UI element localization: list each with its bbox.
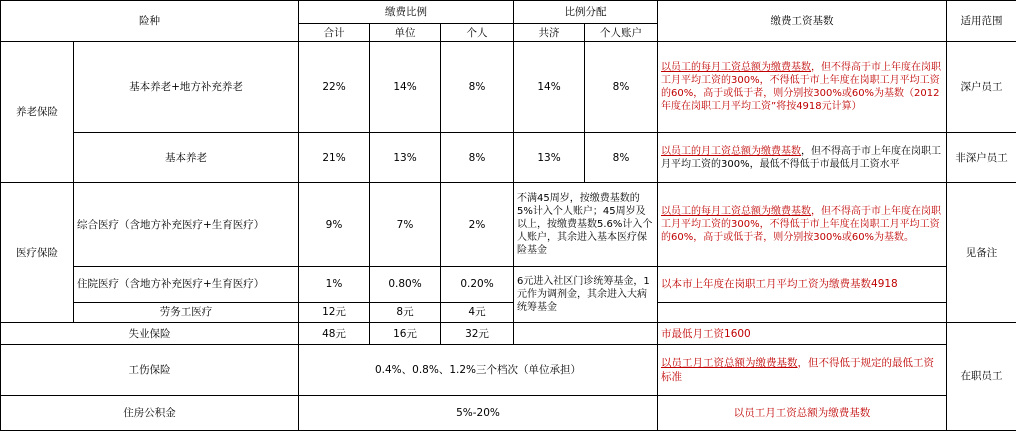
pension-basic-scope: 非深户员工 (947, 133, 1016, 183)
medical-comprehensive-base (658, 183, 947, 267)
header-ratio-allocation: 比例分配 (514, 1, 658, 24)
header-total: 合计 (299, 24, 370, 41)
base-highlight: 以员工的月工资总额为缴费基数 (661, 145, 802, 157)
base-highlight: 以员工的每月工资总额为缴费基数 (661, 206, 812, 218)
header-row-1 (1, 1, 1016, 24)
header-contribution-ratio: 缴费比例 (299, 1, 514, 24)
pension-basic-local-scope: 深户员工 (947, 41, 1016, 133)
pension-basic-pooled: 13% (514, 133, 585, 183)
medical-migrant-total: 12元 (299, 302, 370, 322)
unemployment-name: 失业保险 (1, 322, 299, 344)
unemployment-allocation (514, 322, 658, 344)
injury-base (658, 345, 947, 396)
medical-comprehensive-allocation: 不满45周岁，按缴费基数的5%计入个人账户；45周岁及以上，按缴费基数5.6%计入个人账户，其余进入基本医疗保险基金 (514, 183, 658, 267)
pension-basic-employer: 13% (370, 133, 441, 183)
header-scope: 适用范围 (947, 1, 1016, 42)
medical-comprehensive-personal: 2% (441, 183, 514, 267)
header-contribution-base: 缴费工资基数 (658, 1, 947, 42)
table-row (1, 41, 1016, 133)
unemployment-total: 48元 (299, 322, 370, 344)
base-text: ，但不得低于规定的最低工资标准 (661, 357, 935, 384)
unemployment-personal: 32元 (441, 322, 514, 344)
medical-inpatient-base: 以本市上年度在岗职工月平均工资为缴费基数4918 (658, 266, 947, 302)
pension-basic-personal: 8% (441, 133, 514, 183)
medical-label: 医疗保险 (1, 183, 74, 323)
unemployment-employer: 16元 (370, 322, 441, 344)
unemployment-base: 市最低月工资1600 (658, 322, 947, 344)
pension-label: 养老保险 (1, 41, 74, 183)
table-row (1, 266, 1016, 302)
header-insurance-type: 险种 (1, 1, 299, 42)
base-text: ，但不得高于市上年度在岗职工月平均工资的300%，最低不得低于市最低月工资水平 (661, 145, 942, 170)
medical-inpatient-name: 住院医疗（含地方补充医疗+生育医疗） (74, 266, 299, 302)
medical-migrant-name: 劳务工医疗 (74, 302, 299, 322)
base-text: ，但不得高于市上年度在岗职工月平均工资的300%，不得低于市上年度在岗职工月平均工资的60%，高于或低于者，则分别按300%或60%为基数。 (661, 206, 942, 244)
pension-basic-base (658, 133, 947, 183)
medical-migrant-base (658, 302, 947, 322)
base-highlight: 以员工的每月工资总额为缴费基数 (661, 62, 812, 74)
pension-basic-name: 基本养老 (74, 133, 299, 183)
pension-basic-local-employer: 14% (370, 41, 441, 133)
pension-basic-total: 21% (299, 133, 370, 183)
table-row (1, 396, 1016, 431)
pension-basic-local-pooled: 14% (514, 41, 585, 133)
medical-migrant-employer: 8元 (370, 302, 441, 322)
header-employer: 单位 (370, 24, 441, 41)
injury-name: 工伤保险 (1, 345, 299, 396)
medical-migrant-personal: 4元 (441, 302, 514, 322)
table-row (1, 345, 1016, 396)
header-personal: 个人 (441, 24, 514, 41)
pension-basic-local-personal: 8% (441, 41, 514, 133)
medical-inpatient-allocation: 6元进入社区门诊统筹基金，1元作为调剂金，其余进入大病统筹基金 (514, 266, 658, 322)
table-row (1, 302, 1016, 322)
table-row (1, 322, 1016, 344)
pension-basic-local-account: 8% (585, 41, 658, 133)
base-text: ，但不得高于市上年度在岗职工月平均工资的300%，不得低于市上年度在岗职工月平均工资的60%，高于或低于者，则分别按300%或60%为基数（2012年度在岗职工月平均工资”将按4918元计算） (661, 62, 942, 113)
medical-comprehensive-employer: 7% (370, 183, 441, 267)
header-pooled: 共济 (514, 24, 585, 41)
medical-inpatient-employer: 0.80% (370, 266, 441, 302)
housing-fund-name: 住房公积金 (1, 396, 299, 431)
medical-inpatient-total: 1% (299, 266, 370, 302)
pension-basic-account: 8% (585, 133, 658, 183)
pension-basic-local-total: 22% (299, 41, 370, 133)
medical-comprehensive-total: 9% (299, 183, 370, 267)
onjob-scope: 在职员工 (947, 322, 1016, 430)
pension-basic-local-base (658, 41, 947, 133)
base-highlight: 以员工月工资总额为缴费基数 (661, 357, 798, 370)
medical-inpatient-personal: 0.20% (441, 266, 514, 302)
housing-fund-base: 以员工月工资总额为缴费基数 (658, 396, 947, 431)
medical-scope: 见备注 (947, 183, 1016, 323)
housing-fund-ratio: 5%-20% (299, 396, 658, 431)
table-row (1, 133, 1016, 183)
medical-comprehensive-name: 综合医疗（含地方补充医疗+生育医疗） (74, 183, 299, 267)
table-row (1, 183, 1016, 267)
header-personal-account: 个人账户 (585, 24, 658, 41)
pension-basic-local-name: 基本养老+地方补充养老 (74, 41, 299, 133)
injury-ratio: 0.4%、0.8%、1.2%三个档次（单位承担） (299, 345, 658, 396)
